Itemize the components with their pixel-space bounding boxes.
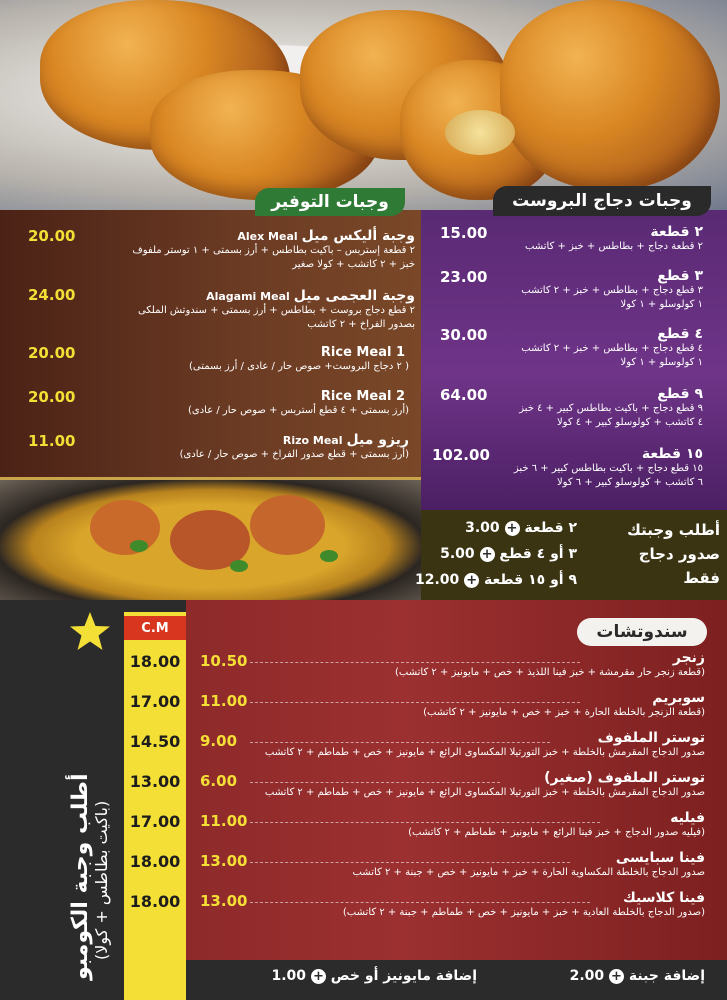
meal-price: 24.00 xyxy=(28,286,76,304)
sandwich-zinger xyxy=(395,650,705,680)
meal-price: 20.00 xyxy=(28,344,76,362)
sandwich-description: صدور الدجاج المقرمش بالخلطة + خبز التورتيلا المكساوى الرائع + مايونيز + خص + طماطم + ٢ كاتشب xyxy=(264,787,705,798)
pepper-slice xyxy=(320,550,338,562)
combo-price: 17.00 xyxy=(129,812,181,831)
option-text: ٣ أو ٤ قطع xyxy=(499,546,577,562)
combo-price: 18.00 xyxy=(129,852,181,871)
sandwich-price: 13.00 xyxy=(200,892,248,910)
sandwich-name: فيليه xyxy=(670,810,705,826)
rice-meal-photo xyxy=(0,480,421,600)
breast-option xyxy=(440,546,577,562)
plus-icon: + xyxy=(480,547,495,562)
sandwich-price: 9.00 xyxy=(200,732,238,750)
order-breasts-label xyxy=(590,518,720,590)
meal-price: 20.00 xyxy=(28,227,76,245)
meal-description: (أرز بسمتى + قطع صدور الفراخ + صوص حار / عادى) xyxy=(179,449,409,460)
cm-column-header: C.M xyxy=(124,616,186,640)
meal-description: ٩ قطع دجاج + باكيت بطاطس كبير + ٤ خبز xyxy=(519,403,703,414)
meal-name: ٢ قطعة xyxy=(650,224,703,240)
option-price: 3.00 xyxy=(465,520,500,536)
breast-option xyxy=(465,520,577,536)
plus-icon: + xyxy=(464,573,479,588)
option-price: 12.00 xyxy=(414,572,460,588)
sandwich-name: فينا سبايسى xyxy=(615,850,705,866)
savings-meal-rice-2 xyxy=(188,388,409,418)
meal-name: ٤ قطع xyxy=(657,326,703,342)
meal-name: ٣ قطع xyxy=(657,268,703,284)
sandwich-name: فينا كلاسيك xyxy=(622,890,705,906)
meal-description: ١ كولوسلو + ١ كولا xyxy=(620,357,703,368)
sandwich-fillet xyxy=(408,810,705,840)
meal-description: ( ٢ دجاج البروست+ صوص حار / عادى / أرز بسمتى) xyxy=(189,361,409,372)
fried-chicken-photo xyxy=(0,0,727,210)
meal-price: 30.00 xyxy=(440,326,488,344)
meal-price: 20.00 xyxy=(28,388,76,406)
meal-description: خبز + ٢ كاتشب + كولا صغير xyxy=(292,259,415,270)
combo-price: 18.00 xyxy=(129,652,181,671)
addon-price: 1.00 xyxy=(271,968,307,984)
sandwich-fina-spicy xyxy=(352,850,705,880)
meal-price: 23.00 xyxy=(440,268,488,286)
meal-english-name: Alagami Meal xyxy=(206,290,290,303)
combo-subtitle: (باكيت بطاطس + كولا) xyxy=(92,800,111,960)
meal-english-name: Alex Meal xyxy=(237,230,298,243)
combo-offer xyxy=(58,660,111,990)
sandwich-toaster-wrap xyxy=(265,730,705,760)
meal-description: ٤ كاتشب + كولوسلو كبير + ٤ كولا xyxy=(556,417,703,428)
savings-meal-alagami xyxy=(138,288,415,332)
meal-price: 11.00 xyxy=(28,432,76,450)
option-text: ٩ أو ١٥ قطعة xyxy=(484,572,577,588)
dotted-leader xyxy=(250,822,600,823)
order-label-line: فقط xyxy=(683,569,720,587)
sandwiches-title: سندوتشات xyxy=(577,618,707,646)
order-label-line: أطلب وجبتك xyxy=(627,521,720,539)
option-text: ٢ قطعة xyxy=(524,520,577,536)
addon-text: إضافة مايونيز أو خص xyxy=(330,968,477,984)
sandwich-name: زنجر xyxy=(672,650,705,666)
meal-description: (أرز بسمتى + ٤ قطع أستربس + صوص حار / عادى) xyxy=(188,405,409,416)
sandwich-description: (صدور الدجاج بالخلطة العادية + خبز + مايونيز + خص + طماطم + جبنة + ٢ كاتشب) xyxy=(342,907,705,918)
meal-description: ٦ كاتشب + كولوسلو كبير + ٦ كولا xyxy=(556,477,703,488)
sandwich-description: (قطعة زنجر حار مقرمشة + خبز فينا اللذيذ + خص + مايونيز + ٢ كاتشب) xyxy=(394,667,705,678)
sandwich-price: 11.00 xyxy=(200,812,248,830)
meal-name: وجبة العجمى ميل xyxy=(293,288,415,304)
meal-description: ٣ قطع دجاج + بطاطس + خبز + ٢ كاتشب xyxy=(521,285,703,296)
plus-icon: + xyxy=(609,969,624,984)
dotted-leader xyxy=(250,782,500,783)
sandwich-name: سوبريم xyxy=(652,690,705,706)
broast-meals-title: وجبات دجاج البروست xyxy=(493,186,711,216)
broast-meal-2pc xyxy=(525,224,703,254)
dotted-leader xyxy=(250,862,570,863)
sandwich-price: 10.50 xyxy=(200,652,248,670)
meal-description: ٢ قطعة دجاج + بطاطس + خبز + كاتشب xyxy=(524,241,703,252)
combo-price: 14.50 xyxy=(129,732,181,751)
sandwich-description: صدور الدجاج بالخلطة المكساوية الحارة + خبز + مايونيز + خص + جبنة + ٢ كاتشب xyxy=(352,867,705,878)
addon-price: 2.00 xyxy=(569,968,605,984)
chicken-bone xyxy=(445,110,515,155)
meal-english-name: Rizo Meal xyxy=(282,434,343,447)
dotted-leader xyxy=(250,702,580,703)
sandwich-description: (قطعة الزنجر بالخلطة الحارة + خبز + خص + مايونيز + ٢ كاتشب) xyxy=(423,707,705,718)
pepper-slice xyxy=(130,540,148,552)
combo-price: 17.00 xyxy=(129,692,181,711)
dotted-leader xyxy=(250,662,580,663)
chicken-chunk xyxy=(250,495,325,555)
sandwich-name: توستر الملفوف (صغير) xyxy=(544,770,705,786)
dotted-leader xyxy=(250,902,590,903)
combo-price: 18.00 xyxy=(129,892,181,911)
combo-price: 13.00 xyxy=(129,772,181,791)
savings-meal-rice-1 xyxy=(189,344,409,374)
meal-name: وجبة أليكس ميل xyxy=(301,228,415,244)
order-label-line: صدور دجاج xyxy=(638,545,720,563)
addon-cheese xyxy=(570,968,705,984)
sandwich-supreme xyxy=(423,690,705,720)
sandwich-price: 6.00 xyxy=(200,772,238,790)
sandwich-description: (فيليه صدور الدجاج + خبز فينا الرائع + مايونيز + طماطم + ٢ كاتشب) xyxy=(408,827,705,838)
broast-meal-4pc xyxy=(521,326,703,370)
meal-name: ٩ قطع xyxy=(657,386,703,402)
sandwich-name: توستر الملفوف xyxy=(597,730,705,746)
sandwich-toaster-wrap-small xyxy=(265,770,705,800)
sandwich-description: صدور الدجاج المقرمش بالخلطة + خبز التورتيلا المكساوى الرائع + مايونيز + خص + طماطم + ٢ كاتشب xyxy=(264,747,705,758)
broast-meal-15pc xyxy=(514,446,703,490)
pepper-slice xyxy=(230,560,248,572)
plus-icon: + xyxy=(505,521,520,536)
addon-mayo-lettuce xyxy=(272,968,478,984)
meal-price: 15.00 xyxy=(440,224,488,242)
sandwich-price: 11.00 xyxy=(200,692,248,710)
dotted-leader xyxy=(250,742,550,743)
sandwich-fina-classic xyxy=(343,890,705,920)
plus-icon: + xyxy=(311,969,326,984)
breast-option xyxy=(415,572,577,588)
meal-description: ٢ قطعة إستربس – باكيت بطاطس + أرز بسمتى + ١ توستر ملفوف xyxy=(132,245,415,256)
meal-name: ١٥ قطعة xyxy=(641,446,703,462)
option-price: 5.00 xyxy=(440,546,475,562)
meal-name: ريزو ميل xyxy=(346,432,409,448)
broast-meal-3pc xyxy=(521,268,703,312)
meal-price: 102.00 xyxy=(432,446,490,464)
meal-price: 64.00 xyxy=(440,386,488,404)
meal-description: ١ كولوسلو + ١ كولا xyxy=(620,299,703,310)
meal-description: بصدور الفراخ + ٢ كاتشب xyxy=(307,319,415,330)
chicken-piece xyxy=(500,0,720,190)
meal-description: ٢ قطع دجاج بروست + بطاطس + أرز بسمتى + سندوتش الملكى xyxy=(137,305,415,316)
meal-english-name: Rice Meal 1 xyxy=(320,345,405,360)
broast-meal-9pc xyxy=(519,386,703,430)
savings-meals-title: وجبات التوفير xyxy=(255,188,405,216)
meal-description: ٤ قطع دجاج + بطاطس + خبز + ٢ كاتشب xyxy=(521,343,703,354)
chicken-chunk xyxy=(90,500,160,555)
addon-text: إضافة جبنة xyxy=(628,968,705,984)
meal-description: ١٥ قطع دجاج + باكيت بطاطس كبير + ٦ خبز xyxy=(513,463,703,474)
combo-title: أطلب وجبة الكومبو xyxy=(68,773,93,980)
sandwich-price: 13.00 xyxy=(200,852,248,870)
meal-english-name: Rice Meal 2 xyxy=(320,389,405,404)
savings-meal-rizo xyxy=(180,432,409,462)
star-icon xyxy=(68,610,112,654)
savings-meal-alex xyxy=(132,228,415,272)
